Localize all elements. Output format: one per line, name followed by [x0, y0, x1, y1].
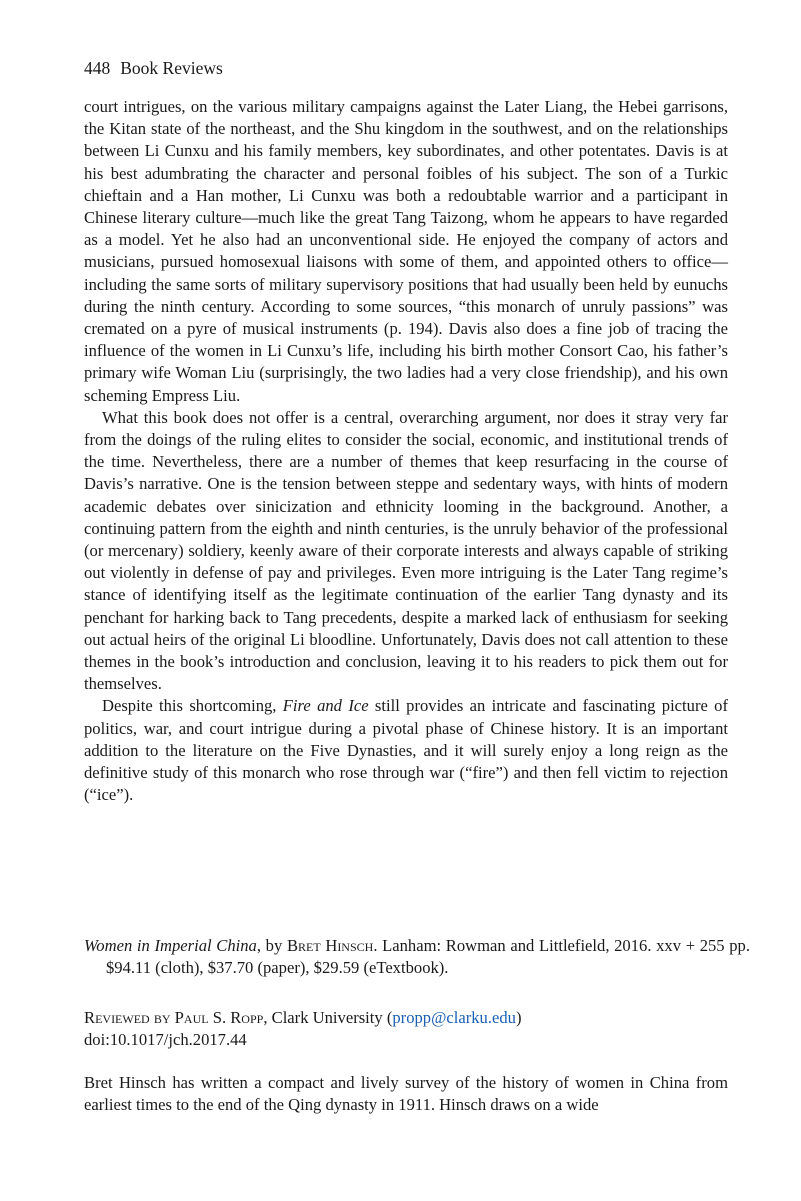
paragraph: Bret Hinsch has written a compact and lively survey of the history of women in China from earliest times to the end of the Qing dynasty in 1911. Hinsch draws on a wide: [84, 1073, 728, 1115]
running-head: [84, 57, 223, 79]
paragraph-lead: Despite this shortcoming,: [102, 696, 283, 716]
paragraph: What this book does not offer is a central, overarching argument, nor does it stray very far from the doings of the ruling elites to consider the social, economic, and institutional trends of the time. Nevertheless, there are a number of themes that keep resurfacing in the course of Davis’s narrative. One is the tension between steppe and sedentary ways, with hints of modern academic debates over sinicization and ethnicity looming in the background. Another, a continuing pattern from the eighth and ninth centuries, is the unruly behavior of the professional (or mercenary) soldiery, keenly aware of their corporate interests and always capable of striking out violently in defense of pay and privileges. Even more intriguing is the Later Tang regime’s stance of identifying itself as the legitimate continuation of the earlier Tang dynasty and its penchant for harking back to Tang precedents, despite a marked lack of enthusiasm for seeking out actual heirs of the original Li bloodline. Unfortunately, Davis does not call attention to these themes in the book’s introduction and conclusion, leaving it to his readers to pick them out for themselves.: [84, 407, 728, 694]
book-title-fire-and-ice: Fire and Ice: [282, 696, 369, 716]
reviewer-name: Reviewed by Paul S. Ropp: [84, 1008, 264, 1027]
publication-details: . Lanham: Rowman and Littlefield, 2016. xxv + 255 pp. $94.11 (cloth), $37.70 (paper), $29.59 (eTextbook).: [106, 936, 751, 978]
page-number: 448: [84, 58, 111, 78]
reviewer-affiliation: , Clark University (: [263, 1008, 393, 1027]
citation-by: , by: [256, 936, 287, 955]
reviewer-email-link[interactable]: propp@clarku.edu: [392, 1008, 516, 1027]
close-paren: ): [515, 1008, 522, 1027]
section-title: Book Reviews: [120, 58, 223, 78]
book-author: Bret Hinsch: [286, 936, 374, 955]
doi: doi:10.1017/jch.2017.44: [84, 1030, 247, 1050]
review-body: [84, 96, 728, 807]
book-title: Women in Imperial China: [84, 936, 257, 955]
reviewer-info: [84, 1007, 728, 1051]
paragraph-rest: still provides an intricate and fascinating picture of politics, war, and court intrigue during a pivotal phase of Chinese history. It is an important addition to the literature on the Five Dynasties, and it will surely enjoy a long reign as the definitive study of this monarch who rose through war (“fire”) and then fell victim to rejection (“ice”).: [84, 696, 729, 805]
paragraph-final: [84, 695, 728, 806]
review-opening: [84, 1072, 728, 1116]
paragraph: court intrigues, on the various military campaigns against the Later Liang, the Hebei garrisons, the Kitan state of the northeast, and the Shu kingdom in the southwest, and on the relationships between Li Cunxu and his family members, key subordinates, and other potentates. Davis is at his best adumbrating the character and personal foibles of his subject. The son of a Turkic chieftain and a Han mother, Li Cunxu was both a redoubtable warrior and a participant in Chinese literary culture—much like the great Tang Taizong, whom he appears to have regarded as a model. Yet he also had an unconventional side. He enjoyed the company of actors and musicians, pursued homosexual liaisons with some of them, and appointed others to office—including the same sorts of military supervisory positions that had usually been held by eunuchs during the ninth century. According to some sources, “this monarch of unruly passions” was cremated on a pyre of musical instruments (p. 194). Davis also does a fine job of tracing the influence of the women in Li Cunxu’s life, including his birth mother Consort Cao, his father’s primary wife Woman Liu (surprisingly, the two ladies had a very close friendship), and his own scheming Empress Liu.: [84, 97, 728, 405]
book-citation: [84, 935, 750, 979]
